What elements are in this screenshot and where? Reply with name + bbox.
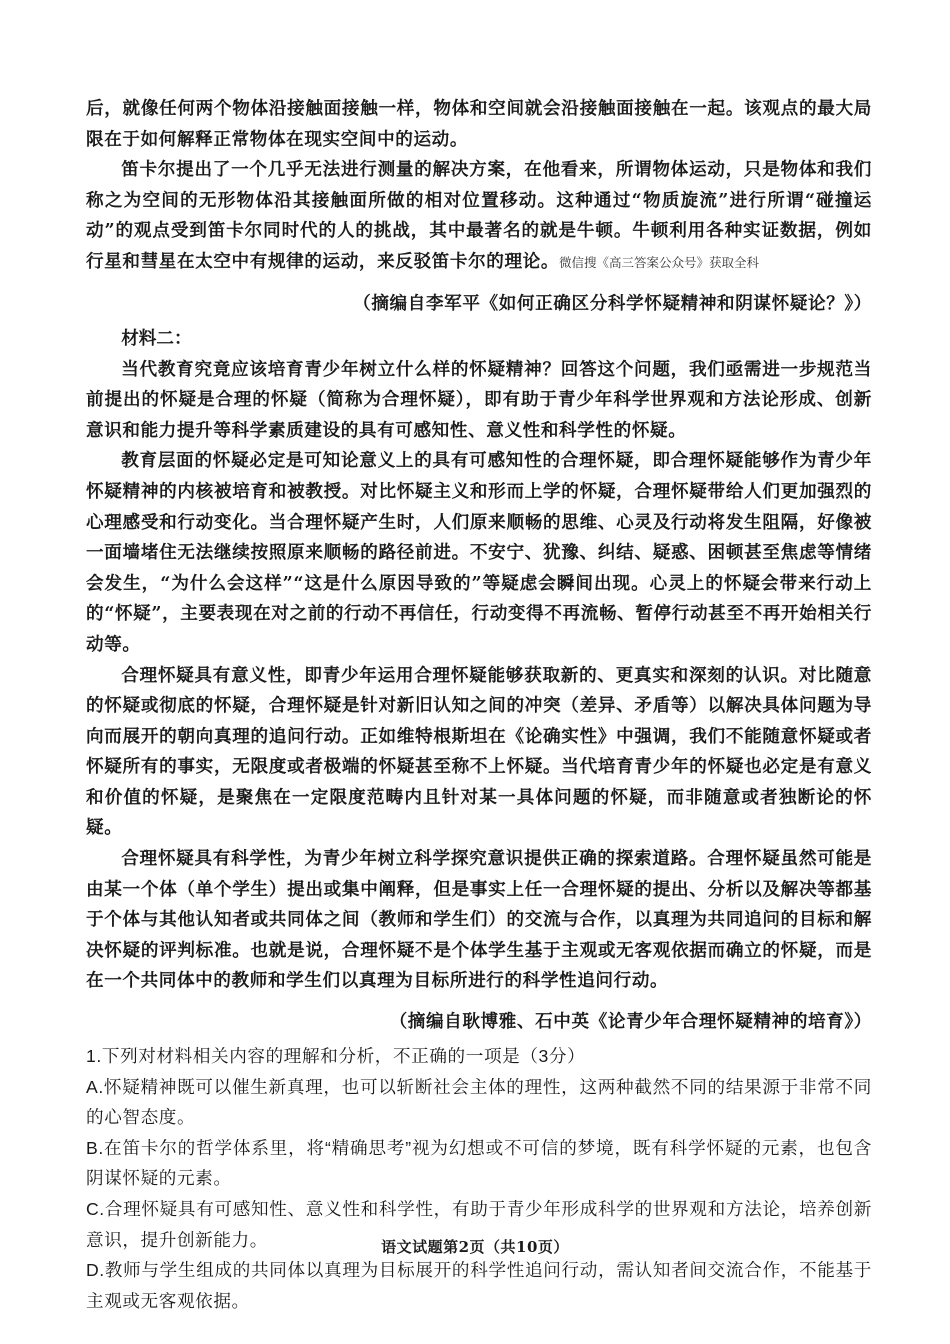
paragraph-descartes-text: 笛卡尔提出了一个几乎无法进行测量的解决方案，在他看来，所谓物体运动，只是物体和我们称之为空间的无形物体沿其接触面所做的相对位置移动。这种通过“物质旋流”进行所谓“碰撞运动”的观点受到笛卡尔同时代的人的挑战，其中最著名的就是牛顿。牛顿利用各种实证数据，例如行星和彗星在太空中有规律的运动，来反驳笛卡尔的理论。 bbox=[86, 159, 872, 272]
paragraph-continuation: 后，就像任何两个物体沿接触面接触一样，物体和空间就会沿接触面接触在一起。该观点的最大局限在于如何解释正常物体在现实空间中的运动。 bbox=[86, 98, 872, 150]
paragraph-scientificity: 合理怀疑具有科学性，为青少年树立科学探究意识提供正确的探索道路。合理怀疑虽然可能是由某一个体（单个学生）提出或集中阐释，但是事实上任一合理怀疑的提出、分析以及解决等都基于个体与其他认知者或共同体之间（教师和学生们）的交流与合作，以真理为共同追问的目标和解决怀疑的评判标准。也就是说，合理怀疑不是个体学生基于主观或无客观依据而确立的怀疑，而是在一个共同体中的教师和学生们以真理为目标所进行的科学性追问行动。 bbox=[86, 848, 872, 992]
watermark-text: 微信搜《高三答案公众号》获取全科 bbox=[559, 254, 760, 270]
section-heading-material-2: 材料二： bbox=[121, 327, 192, 349]
paragraph-material2-intro: 当代教育究竟应该培育青少年树立什么样的怀疑精神？回答这个问题，我们亟需进一步规范当前提出的怀疑是合理的怀疑（简称为合理怀疑），即有助于青少年科学世界观和方法论形成、创新意识和能力提升等科学素质建设的具有可感知性、意义性和科学性的怀疑。 bbox=[86, 358, 872, 441]
question-option-d: D.教师与学生组成的共同体以真理为目标展开的科学性追问行动，需认知者间交流合作，不能基于主观或无客观依据。 bbox=[86, 1260, 872, 1311]
question-option-a: A.怀疑精神既可以催生新真理，也可以斩断社会主体的理性，这两种截然不同的结果源于非常不同的心智态度。 bbox=[86, 1076, 872, 1128]
source-citation-2: （摘编自耿博雅、石中英《论青少年合理怀疑精神的培育》） bbox=[389, 1011, 872, 1033]
question-option-b: B.在笛卡尔的哲学体系里，将“精确思考”视为幻想或不可信的梦境，既有科学怀疑的元素，也包含阴谋怀疑的元素。 bbox=[86, 1137, 872, 1189]
question-stem: 1.下列对材料相关内容的理解和分析，不正确的一项是（3分） bbox=[86, 1046, 586, 1067]
paragraph-meaningfulness: 合理怀疑具有意义性，即青少年运用合理怀疑能够获取新的、更真实和深刻的认识。对比随意的怀疑或彻底的怀疑，合理怀疑是针对新旧认知之间的冲突（差异、矛盾等）以解决具体问题为导向而展开的朝向真理的追问行动。正如维特根斯坦在《论确实性》中强调，我们不能随意怀疑或者怀疑所有的事实，无限度或者极端的怀疑甚至称不上怀疑。当代培育青少年的怀疑也必定是有意义和价值的怀疑，是聚焦在一定限度范畴内且针对某一具体问题的怀疑，而非随意或者独断论的怀疑。 bbox=[86, 664, 872, 839]
question-option-c: C.合理怀疑具有可感知性、意义性和科学性，有助于青少年形成科学的世界观和方法论，培养创新意识，提升创新能力。 bbox=[86, 1199, 872, 1250]
paragraph-descartes bbox=[86, 155, 872, 278]
page-footer: 语文试题第2页（共10页） bbox=[381, 1238, 569, 1256]
paragraph-perceptibility: 教育层面的怀疑必定是可知论意义上的具有可感知性的合理怀疑，即合理怀疑能够作为青少年怀疑精神的内核被培育和被教授。对比怀疑主义和形而上学的怀疑，合理怀疑带给人们更加强烈的心理感受和行动变化。当合理怀疑产生时，人们原来顺畅的思维、心灵及行动将发生阻隔，好像被一面墙堵住无法继续按照原来顺畅的路径前进。不安宁、犹豫、纠结、疑惑、困顿甚至焦虑等情绪会发生，“为什么会这样”“这是什么原因导致的”等疑虑会瞬间出现。心灵上的怀疑会带来行动上的“怀疑”，主要表现在对之前的行动不再信任，行动变得不再流畅、暂停行动甚至不再开始相关行动等。 bbox=[86, 450, 872, 655]
source-citation-1: （摘编自李军平《如何正确区分科学怀疑精神和阴谋怀疑论？》） bbox=[353, 292, 872, 314]
